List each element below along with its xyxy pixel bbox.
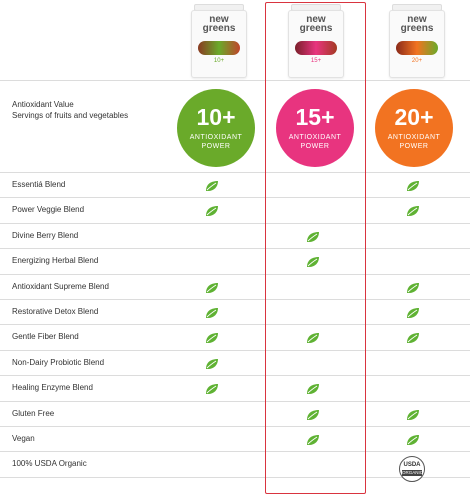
leaf-icon [306,331,320,343]
tub-body [288,10,344,78]
row-divider [0,375,470,376]
feature-label: 100% USDA Organic [12,459,87,469]
feature-label: Healing Enzyme Blend [12,383,93,393]
row-divider [0,477,470,478]
product-tub-20 [389,4,445,78]
leaf-icon [406,433,420,445]
usda-organic-seal-icon [399,456,425,482]
tub-produce-image [295,41,337,55]
feature-label: Antioxidant Supreme Blend [12,281,109,291]
row-divider [0,324,470,325]
row-divider [0,172,470,173]
leaf-icon [205,382,219,394]
feature-label: Restorative Detox Blend [12,307,99,316]
tier-badge-20 [375,89,453,167]
leaf-icon [406,331,420,343]
leaf-icon [205,306,219,318]
tub-produce-image [198,41,240,55]
feature-label: Essentiá Blend [12,180,66,189]
leaf-icon [406,204,420,216]
usda-seal-top: USDA [403,462,421,468]
row-divider [0,274,470,275]
feature-label: Power Veggie Blend [12,205,85,215]
leaf-icon [205,281,219,293]
feature-label: Energizing Herbal Blend [12,256,99,266]
tub-brand: new greens [299,14,333,34]
usda-seal-bottom: ORGANIC [402,470,424,475]
feature-label: Vegan [12,434,35,443]
row-divider [0,197,470,198]
tub-body [191,10,247,78]
row-divider [0,451,470,452]
leaf-icon [306,433,320,445]
tier-badge-10 [177,89,255,167]
feature-label: Non-Dairy Probiotic Blend [12,357,105,367]
tub-badge: 20+ [411,58,423,64]
row-divider [0,223,470,224]
tier-value: 10+ [196,104,236,130]
leaf-icon [306,230,320,242]
tub-brand: new greens [202,14,236,34]
tub-produce-image [396,41,438,55]
antioxidant-header-label: Antioxidant Value Servings of fruits and vegetables [12,100,129,120]
tub-badge: 10+ [213,58,225,64]
tub-body [389,10,445,78]
leaf-icon [406,408,420,420]
leaf-icon [306,382,320,394]
row-divider [0,248,470,249]
tub-brand: new greens [400,14,434,34]
row-divider [0,401,470,402]
row-divider [0,350,470,351]
leaf-icon [205,204,219,216]
leaf-icon [306,255,320,267]
leaf-icon [306,408,320,420]
product-tub-15 [288,4,344,78]
leaf-icon [205,357,219,369]
leaf-icon [205,179,219,191]
leaf-icon [406,281,420,293]
tub-badge: 15+ [310,58,322,64]
leaf-icon [205,331,219,343]
product-tub-10 [191,4,247,78]
tier-value: 15+ [295,104,335,130]
tier-value: 20+ [394,104,434,130]
feature-label: Divine Berry Blend [12,230,79,240]
leaf-icon [406,179,420,191]
tier-caption: ANTIOXIDANT POWER [288,134,342,150]
tier-caption: ANTIOXIDANT POWER [189,134,243,150]
tier-caption: ANTIOXIDANT POWER [387,134,441,150]
row-divider [0,80,470,81]
row-divider [0,299,470,300]
row-divider [0,426,470,427]
feature-label: Gentle Fiber Blend [12,332,79,342]
leaf-icon [406,306,420,318]
tier-badge-15 [276,89,354,167]
feature-label: Gluten Free [12,408,55,418]
